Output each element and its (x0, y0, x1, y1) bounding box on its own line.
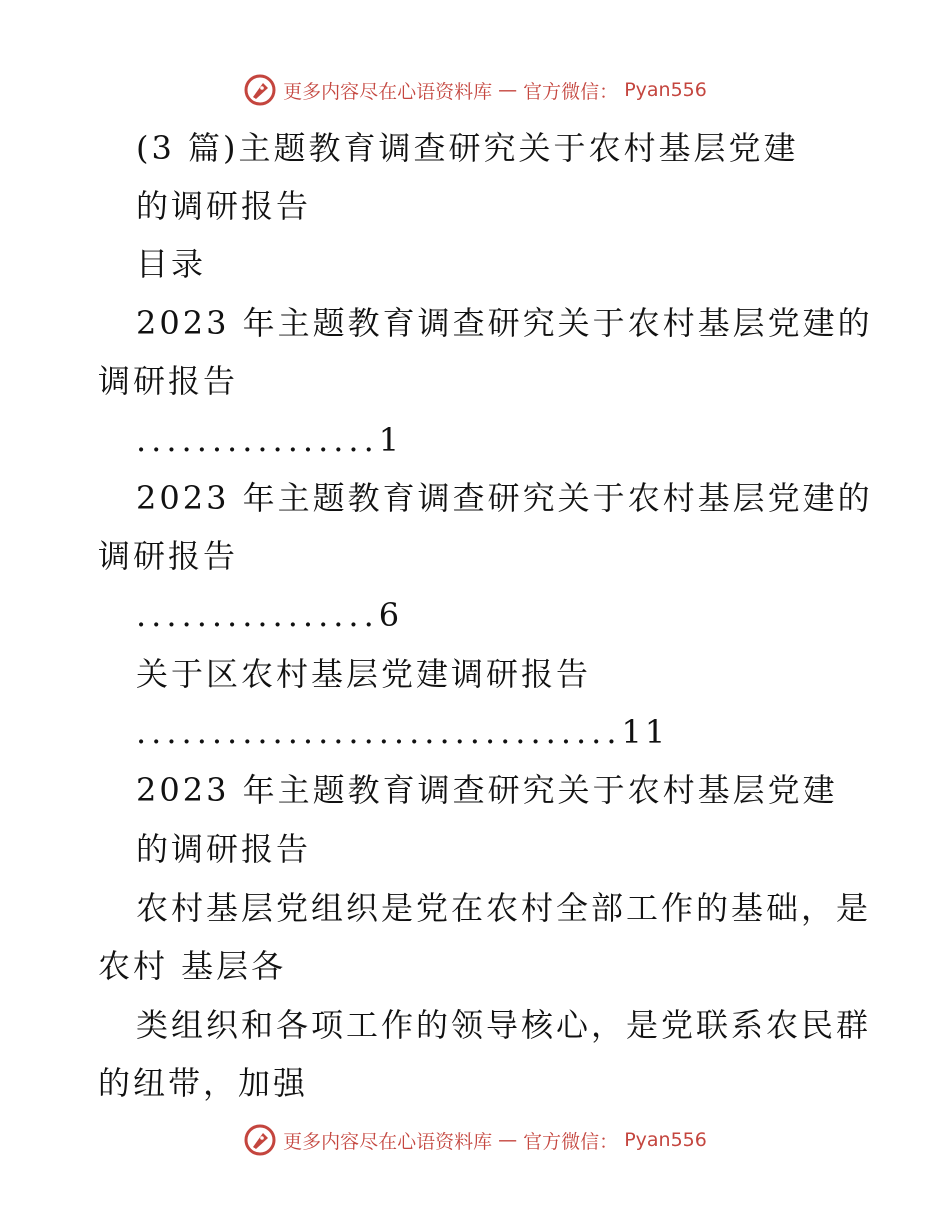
toc-entry-1-title-line-2[interactable]: 调研报告 (98, 362, 239, 400)
toc-page-number: 1 (378, 421, 403, 459)
body-paragraph-1-line-1: 农村基层党组织是党在农村全部工作的基础，是 (136, 889, 872, 927)
toc-page-number: 11 (621, 713, 669, 751)
banner-separator: — (498, 1129, 518, 1151)
toc-entry-1-title-line-1[interactable]: 2023 年主题教育调查研究关于农村基层党建的 (136, 304, 873, 342)
body-paragraph-2-line-1: 类组织和各项工作的领导核心，是党联系农民群 (136, 1006, 872, 1044)
toc-entry-3-title[interactable]: 关于区农村基层党建调研报告 (136, 655, 592, 693)
banner-wechat-label: 官方微信： (523, 1130, 619, 1153)
toc-leader-dots: ................ (136, 421, 379, 459)
toc-entry-2-title-line-1[interactable]: 2023 年主题教育调查研究关于农村基层党建的 (136, 479, 873, 517)
toc-entry-3-leader-row[interactable] (136, 712, 668, 752)
toc-entry-1-leader-row[interactable] (136, 420, 402, 460)
pen-nib-logo-icon (243, 1123, 277, 1157)
toc-leader-dots: ................................ (136, 713, 622, 751)
banner-text: 更多内容尽在心语资料库 (283, 80, 493, 103)
footer-watermark (0, 1120, 950, 1160)
banner-text: 更多内容尽在心语资料库 (283, 1130, 493, 1153)
toc-page-number: 6 (378, 596, 403, 634)
banner-separator: — (498, 79, 518, 101)
section-title-line-2: 的调研报告 (136, 830, 312, 868)
body-paragraph-1-line-2: 农村 基层各 (98, 947, 287, 985)
banner-account: Pyan556 (624, 1129, 707, 1151)
pen-nib-logo-icon (243, 73, 277, 107)
doc-title-line-1: (3 篇)主题教育调查研究关于农村基层党建 (136, 129, 799, 167)
body-paragraph-2-line-2: 的纽带，加强 (98, 1064, 309, 1102)
toc-leader-dots: ................ (136, 596, 379, 634)
header-watermark (0, 70, 950, 110)
toc-entry-2-title-line-2[interactable]: 调研报告 (98, 537, 239, 575)
doc-title-line-2: 的调研报告 (136, 187, 312, 225)
toc-heading: 目录 (136, 245, 207, 283)
toc-entry-2-leader-row[interactable] (136, 595, 402, 635)
banner-wechat-label: 官方微信： (523, 80, 619, 103)
section-title-line-1: 2023 年主题教育调查研究关于农村基层党建 (136, 771, 838, 809)
banner-account: Pyan556 (624, 79, 707, 101)
